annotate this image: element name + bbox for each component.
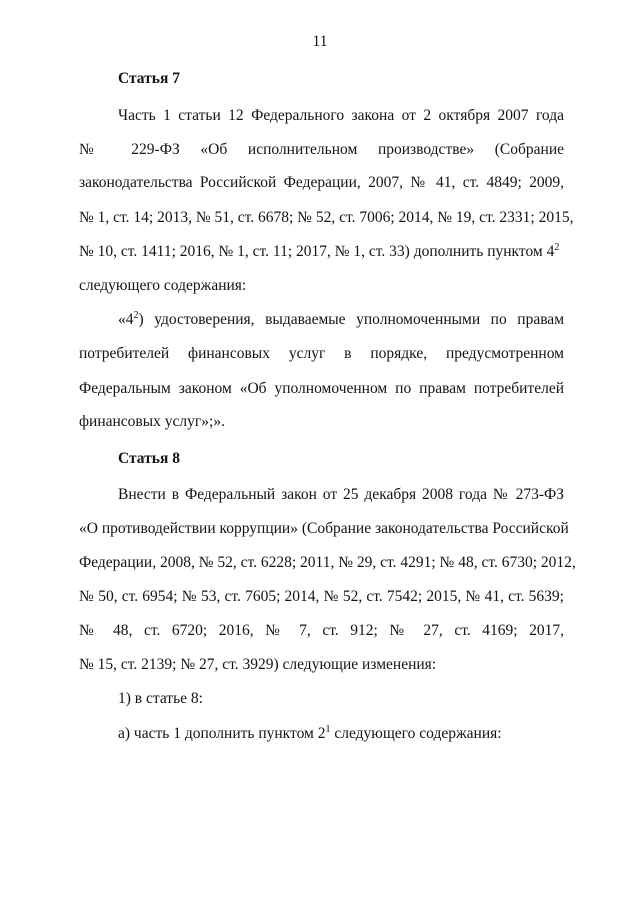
article-7-para-line: следующего содержания: (79, 277, 247, 294)
article-8-para-line: № 15, ст. 2139; № 27, ст. 3929) следующие изменения: (79, 656, 437, 673)
quote-para-line (118, 311, 564, 329)
line-text: № 10, ст. 1411; 2016, № 1, ст. 11; 2017, № 1, ст. 33) дополнить пунктом 4 (79, 243, 555, 260)
article-8-para-line: № 48, ст. 6720; 2016, № 7, ст. 912; № 27, ст. 4169; 2017, (79, 622, 564, 639)
line-text: «4 (118, 311, 134, 328)
superscript: 2 (554, 242, 560, 253)
page-number: 11 (312, 33, 328, 50)
article-7-para-line: № 1, ст. 14; 2013, № 51, ст. 6678; № 52, ст. 7006; 2014, № 19, ст. 2331; 2015, (79, 209, 574, 226)
article-7-para-line: законодательства Российской Федерации, 2007, № 41, ст. 4849; 2009, (79, 174, 564, 191)
line-text: ) удостоверения, выдаваемые уполномоченными по правам (138, 311, 564, 328)
line-text: следующего содержания: (330, 725, 502, 742)
article-7-para-line: Часть 1 статьи 12 Федерального закона от 2 октября 2007 года (118, 107, 564, 124)
quote-para-line: потребителей финансовых услуг в порядке, предусмотренном (79, 345, 564, 362)
article-7-para-line (79, 243, 559, 261)
article-8-para-line: «О противодействии коррупции» (Собрание законодательства Российской (79, 520, 569, 537)
list-item-1: 1) в статье 8: (118, 690, 203, 707)
article-8-heading: Статья 8 (118, 450, 180, 467)
article-8-para-line: № 50, ст. 6954; № 53, ст. 7605; 2014, № 52, ст. 7542; 2015, № 41, ст. 5639; (79, 588, 564, 605)
article-7-heading: Статья 7 (118, 70, 180, 87)
superscript: 2 (133, 310, 139, 321)
quote-para-line: финансовых услуг»;». (79, 413, 225, 430)
list-item-a (118, 725, 502, 743)
article-7-para-line: № 229-ФЗ «Об исполнительном производстве» (Собрание (79, 141, 564, 158)
article-8-para-line: Федерации, 2008, № 52, ст. 6228; 2011, № 29, ст. 4291; № 48, ст. 6730; 2012, (79, 554, 576, 571)
article-8-para-line: Внести в Федеральный закон от 25 декабря 2008 года № 273-ФЗ (118, 486, 564, 503)
line-text: а) часть 1 дополнить пунктом 2 (118, 725, 326, 742)
quote-para-line: Федеральным законом «Об уполномоченном по правам потребителей (79, 380, 564, 397)
superscript: 1 (325, 724, 331, 735)
